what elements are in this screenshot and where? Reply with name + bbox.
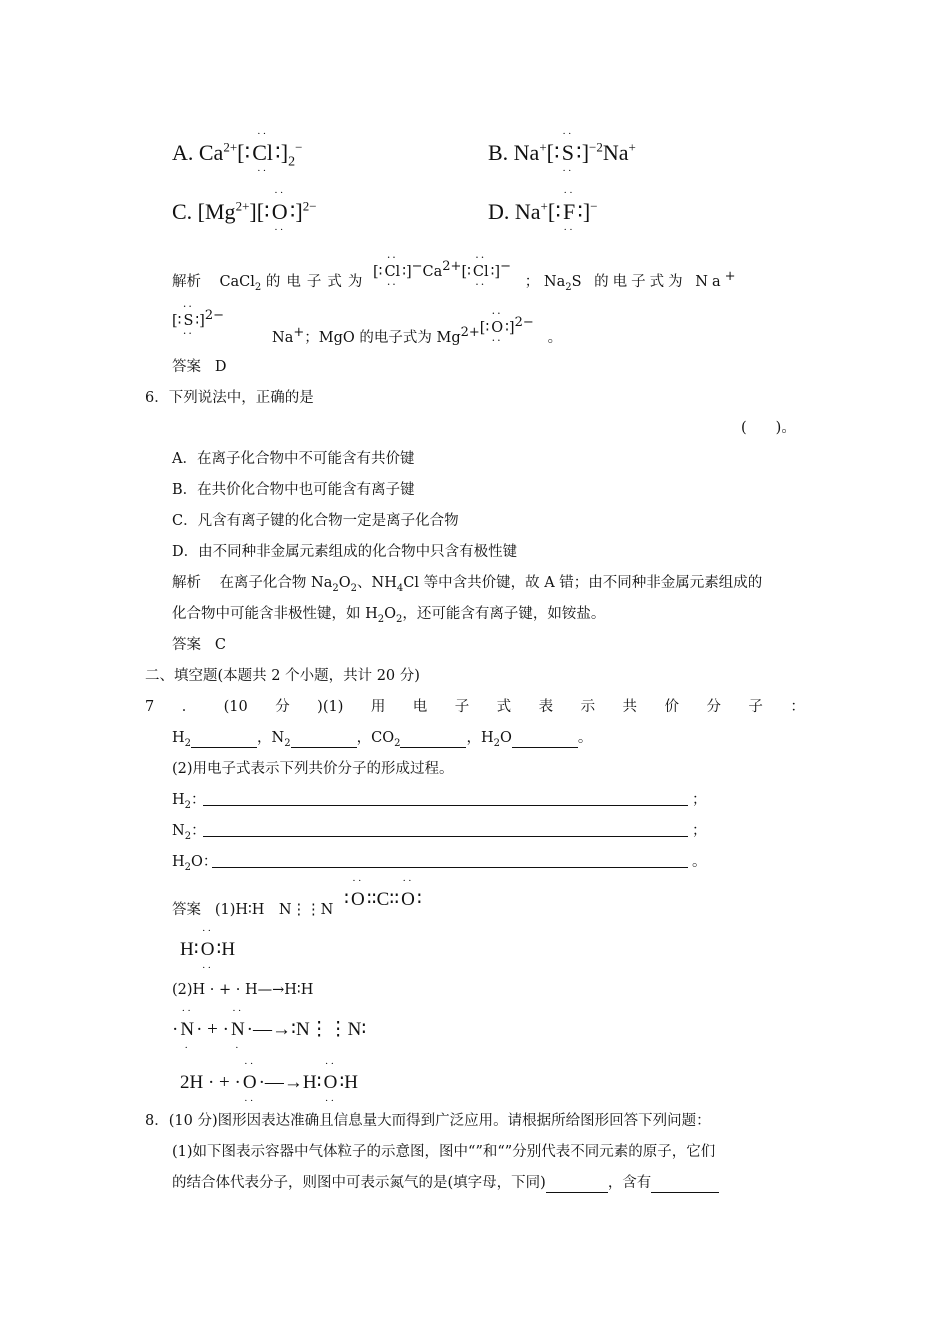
q8-line3: 的结合体代表分子，则图中可表示氮气的是(填字母，下同) ，含有	[172, 1173, 719, 1193]
semicolon: ；	[692, 823, 707, 839]
q6-analysis-line2: 化合物中可能含非极性键，如 $H_2O_2$，还可能含有离子键，如铵盐。	[172, 606, 606, 625]
option-a: A. $Ca^{2+}[∶$ ·· Cl ·· $∶]_2^-$	[172, 128, 303, 177]
answer-line-h2[interactable]	[203, 805, 688, 806]
blank-n2[interactable]	[291, 733, 357, 748]
h2o-electron-formula: H∶ ·· O ·· ∶H	[180, 925, 236, 974]
q5-analysis-line1: 解析 CaCl$_2$ 的电子式为 [∶ ·· Cl ·· ∶]−Ca2+[∶ ·· Cl ·· ∶]− ； $Na_2S$ 的电子式为 Na+	[172, 251, 736, 293]
option-b: B. Na+[∶ ·· S ·· ∶]$^{-2}$Na+	[488, 128, 636, 177]
blank-nitrogen[interactable]	[546, 1178, 608, 1193]
q7-blanks-line: $H_2$ ，$N_2$ ，$CO_2$ ，$H_2O$ 。	[172, 730, 593, 749]
blank-h2o[interactable]	[512, 733, 578, 748]
blank-co2[interactable]	[400, 733, 466, 748]
h2o-formation-process: 2H · + · ·· O ·· ·—→H∶ ·· O ·· ∶H	[180, 1058, 358, 1107]
n2-formation-process: · ·· N · · + · ·· N · ·—→∶N⋮⋮N∶	[172, 1005, 367, 1054]
blank-h2[interactable]	[191, 733, 257, 748]
answer-line-h2o[interactable]	[212, 867, 688, 868]
option-c: C. $[Mg^{2+}][∶$ ·· O ·· ∶]$^{2-}$	[172, 187, 317, 236]
q6-analysis-line1: 解析 在离子化合物 $Na_2O_2$、$NH_4Cl$ 等中含共价键，故 A 错；由不同种非金属元素组成的	[172, 575, 763, 594]
option-d: D. Na+[∶ ·· F ·· ∶]−	[488, 187, 598, 236]
q6-answer-paren: ( )。	[741, 420, 796, 436]
q7-row-h2o: $H_2O$：	[172, 854, 218, 873]
q7-answer-h2-process: (2)H · + · H—→H∶H	[172, 982, 314, 998]
q8-stem: 8．(10 分)图形因表达准确且信息量大而得到广泛应用。请根据所给图形回答下列问题：	[145, 1113, 711, 1129]
q5-answer: 答案 D	[172, 359, 227, 375]
answer-line-n2[interactable]	[203, 836, 688, 837]
q7-stem: 7 ． (10 分 )(1) 用 电 子 式 表 示 共 价 分 子 ：	[145, 699, 805, 715]
q6-option-b: B．在共价化合物中也可能含有离子键	[172, 482, 415, 498]
period: 。	[692, 854, 707, 870]
q8-line2: (1)如下图表示容器中气体粒子的示意图，图中“”和“”分别代表不同元素的原子，它们	[172, 1144, 716, 1160]
q6-stem: 6．下列说法中，正确的是	[145, 390, 314, 406]
q5-analysis-line2: [∶ ·· S ·· ∶]2−	[172, 300, 224, 340]
q6-answer: 答案 C	[172, 637, 226, 653]
semicolon: ；	[692, 792, 707, 808]
q7-part2: (2)用电子式表示下列共价分子的形成过程。	[172, 761, 454, 777]
q5-analysis-line3: Na+；MgO 的电子式为 Mg2+[∶ ·· O ·· ∶]2− 。	[272, 307, 563, 347]
q7-row-n2: $N_2$：	[172, 823, 206, 842]
q6-option-a: A．在离子化合物中不可能含有共价键	[172, 451, 415, 467]
q6-option-c: C．凡含有离子键的化合物一定是离子化合物	[172, 513, 459, 529]
section-title: 二、填空题(本题共 2 个小题，共计 20 分)	[145, 668, 420, 684]
blank-contains[interactable]	[651, 1178, 719, 1193]
q7-row-h2: $H_2$：	[172, 792, 206, 811]
q6-option-d: D．由不同种非金属元素组成的化合物中只含有极性键	[172, 544, 518, 560]
co2-electron-formula: ∶ ·· O ∶∶C∶∶ ·· O ∶	[344, 875, 422, 910]
q7-answer-line1: 答案 (1)H∶H N⋮⋮N	[172, 902, 334, 918]
